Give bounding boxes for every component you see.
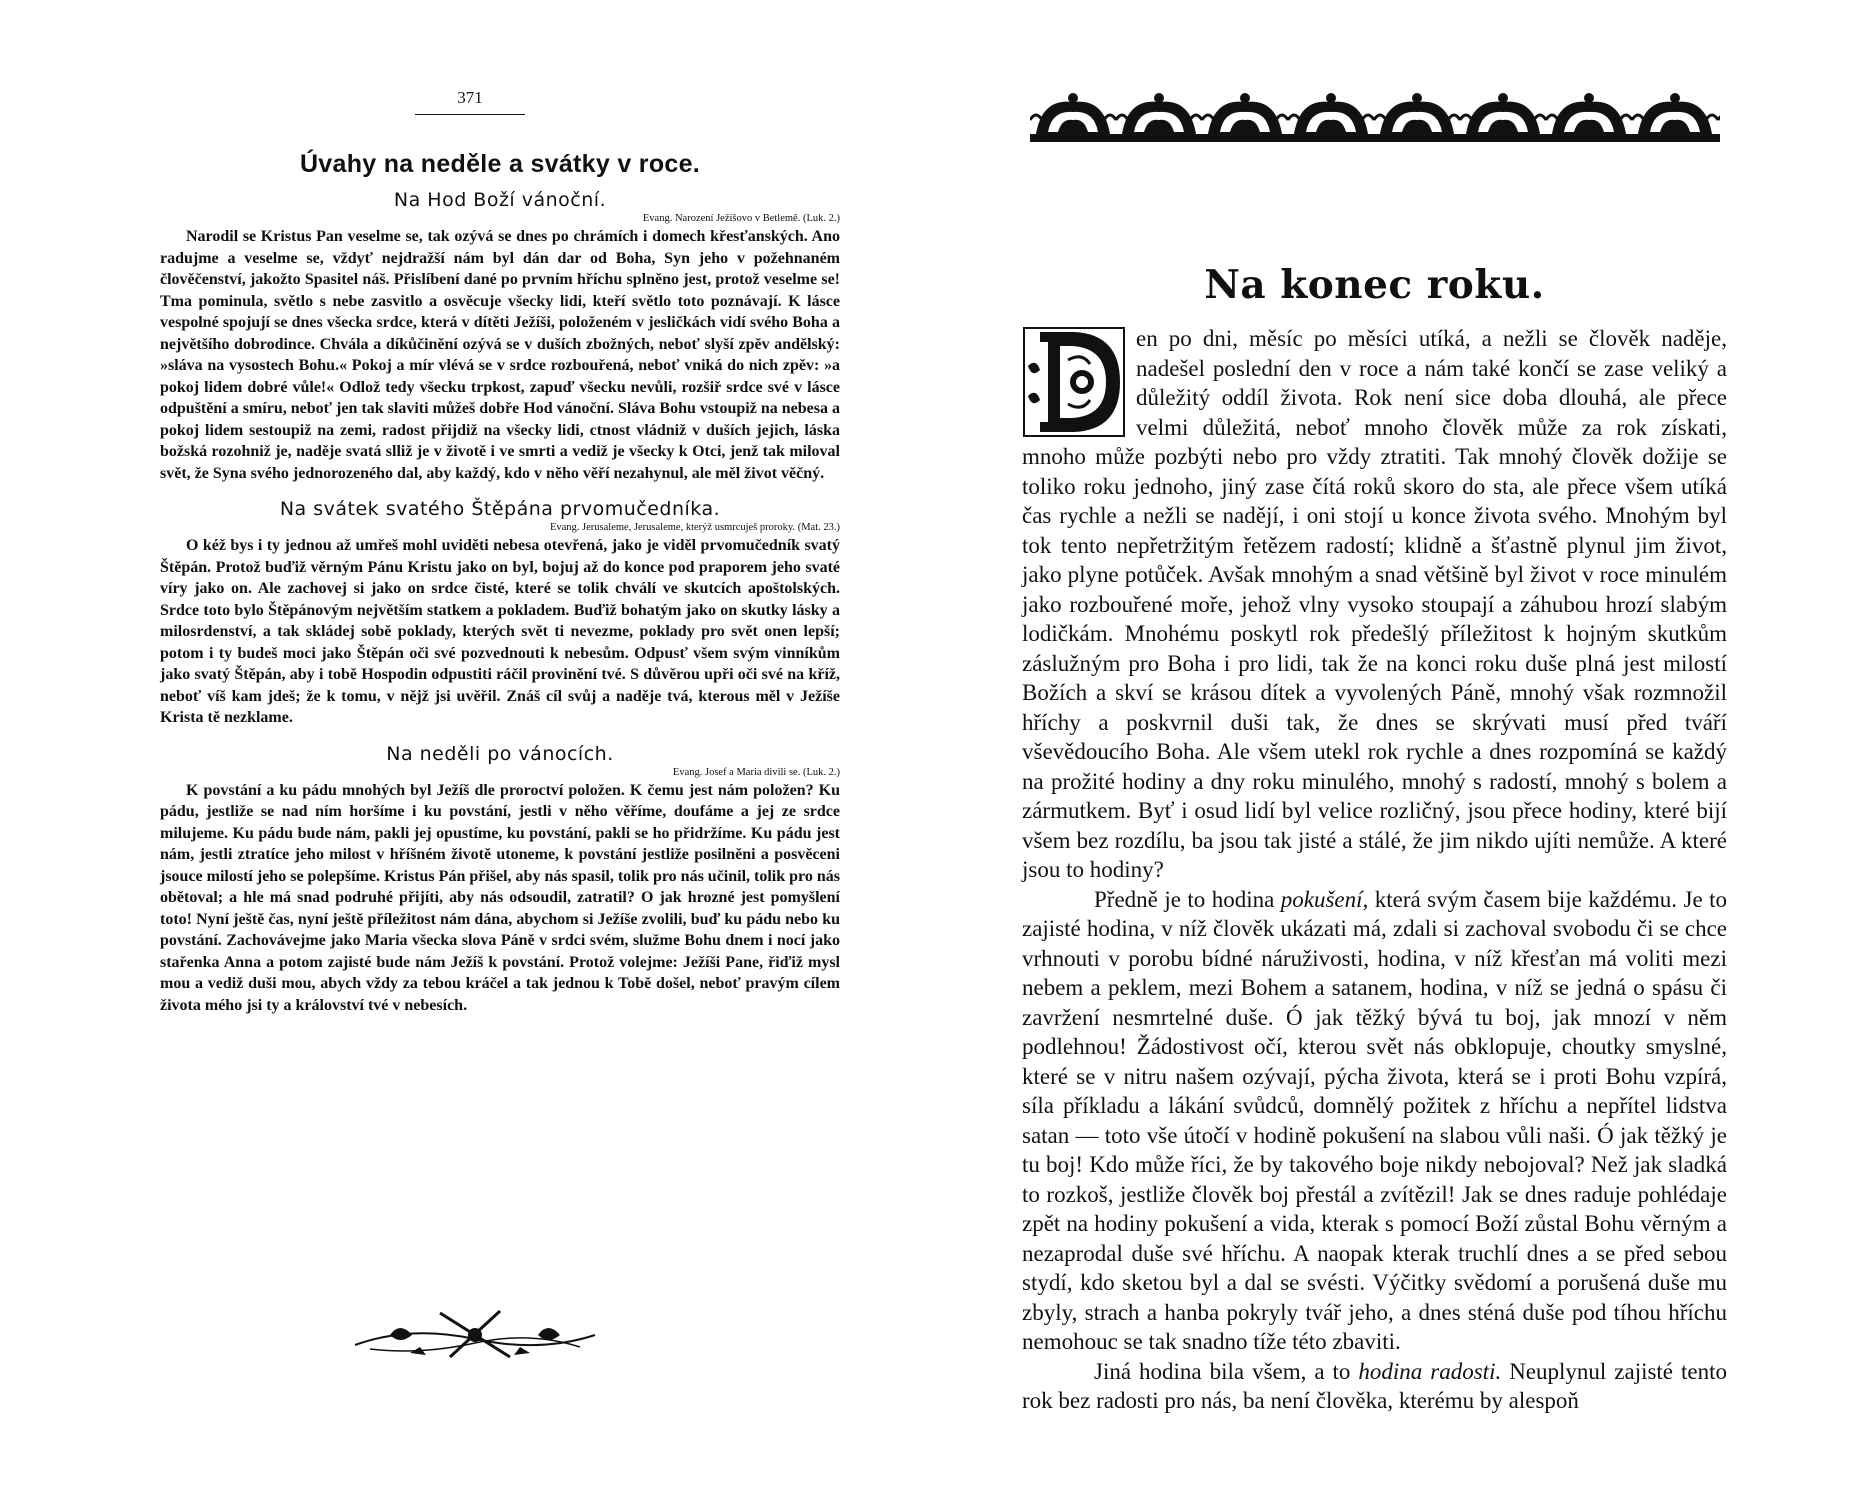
emphasis: hodina radosti. bbox=[1358, 1358, 1502, 1384]
paragraph-text: Jiná hodina bila všem, a to bbox=[1094, 1358, 1359, 1384]
section-title: Na svátek svatého Štěpána prvomučedníka. bbox=[279, 498, 721, 520]
left-column bbox=[160, 150, 840, 1016]
section-title: Na neděli po vánocích. bbox=[386, 742, 614, 765]
paragraph-text: Neuplynul zajisté tento rok bez radosti pro nás, ba není člověka, kterému by alespoň bbox=[1022, 1358, 1727, 1413]
evangelium-reference: Evang. Narození Ježíšovo v Betlemě. (Luk. 2.) bbox=[642, 213, 840, 224]
right-column bbox=[1022, 262, 1727, 1416]
emphasis: pokušení, bbox=[1280, 886, 1369, 912]
section-christmas bbox=[160, 189, 840, 484]
dropcap-letter: D bbox=[1073, 436, 1075, 437]
section-title: Na Hod Boží vánoční. bbox=[393, 189, 607, 211]
paragraph-temptation bbox=[1022, 885, 1727, 1357]
section-body: K povstání a ku pádu mnohých byl Ježíš dle proroctví položen. K čemu jest nám položen? Ku pádu, jestliže se nad ním horšíme i ku povstání, jestli v něho věříme, doufáme a jej ze srdce milujeme. Ku pádu bude nám, pakli jej opustíme, ku povstání, pakli se ho přidržíme. Ku pádu jest nám, jestli ztratíce jeho milost v hříšném životě utoneme, k povstání jestliže posilněni a posvěceni jsouce milostí jeho se polepšíme. Kristus Pán přišel, aby nás spasil, tolik pro nás učinil, tolik pro nás obětoval; a hle má snad podruhé přijíti, aby nás odsoudil, zatratil? O jak hrozné jest pomyšlení toto! Nyní ještě čas, nyní ještě příležitost nám dána, abychom si Ježíše zvolili, buď ku pádu nebo ku povstání. Zachovávejme jako Maria všecka slova Páně v srdci svém, služme Bohu dnem i nocí jako stařenka Anna a potom zajisté bude nám Ježíš k povstání. Protož volejme: Ježíši Pane, řiďiž mysl mou a vediž duši mou, abych vždy za tebou kráčel a tak jednou k Tobě došel, neboť pravým cílem života mého jsi ty a království tvé v nebesích. bbox=[160, 781, 840, 1014]
main-title: Úvahy na neděle a svátky v roce. bbox=[299, 150, 701, 178]
evangelium-reference: Evang. Josef a Maria divili se. (Luk. 2.) bbox=[672, 766, 840, 778]
page-number: 371 bbox=[415, 88, 525, 115]
ornamental-header-border bbox=[1030, 90, 1720, 148]
evangelium-reference: Evang. Jerusaleme, Jerusaleme, kterýž usmrcuješ proroky. (Mat. 23.) bbox=[549, 522, 840, 533]
section-body: Narodil se Kristus Pan veselme se, tak ozývá se dnes po chrámích i domech křesťanských. Ano radujme a veselme se, vždyť nejdražší nám byl dán dar od Boha, Syn jeho v požehnaném člověčenství, jakožto Spasitel náš. Přislíbení dané po prvním hříchu splněno jest, protož veselme se! Tma pominula, světlo s nebe zasvitlo a osvěcuje všecky lidi, kteří světlo toto poznávají. K lásce vespolné spojují se dnes všecka srdce, která v dítěti Ježíši, položeném v jesličkách vidí svého Boha a největšího dobrodince. Chvála a díkůčinění ozývá se v duších zbožných, neboť slyší zpěv andělský: »sláva na vysostech Bohu.« Pokoj a mír vlévá se v srdce rozbouřená, neboť vniká do nich zpěv: »a pokoj lidem dobré vůle!« Odlož tedy všecku trpkost, zapuď všecku nevůli, rozšiř srdce své v lásce odpuštění a smíru, neboť jen tak slaviti můžeš dobře Hod vánoční. Sláva Bohu vstoupiž na nebesa a pokoj lidem sestoupiž na zemi, radost přijdiž na všecky lidi, ctnost vládniž v duších jejich, láska božská rozohniž je, naděje svatá slliž je v životě i ve smrti a vediž je všecky k Otci, jenž tak miloval svět, že Syna svého jednorozeného dal, aby každý, kdo v něho věří nezahynul, ale měl život věčný. bbox=[160, 228, 840, 482]
section-body: O kéž bys i ty jednou až umřeš mohl uviděti nebesa otevřená, jako je viděl prvomučedník svatý Štěpán. Protož buďiž věrným Pánu Kristu jako on byl, bojuj až do konce pod praporem jeho svaté víry jako on. Ale zachovej si jako on srdce čisté, které se tolik chválí ve skutcích apoštolských. Srdce toto bylo Štěpánovým největším statkem a pokladem. Buďiž bohatým jako on skutky lásky a milosrdenství, a tak skládej sobě poklady, kterých svět ti nevezme, poklady pro svět onen lepší; potom i ty budeš moci jako Štěpán oči své pozvednouti k nebesům. Odpusť všem svým vinníkům jako svatý Štěpán, aby i tobě Hospodin odpustiti ráčil provinění tvé. S důvěrou upři oči své na kříž, neboť víš kam jdeš; že k tomu, v nějž jsi uvěřil. Znáš cíl svůj a naděje tvá, kterous měl v Ježíše Krista tě nezklame. bbox=[160, 537, 840, 726]
paragraph-intro bbox=[1022, 324, 1727, 885]
section-sunday-after-christmas bbox=[160, 743, 840, 1017]
article-title: Na konec roku. bbox=[1204, 262, 1545, 308]
section-st-stephen bbox=[160, 498, 840, 729]
paragraph-joy bbox=[1022, 1357, 1727, 1416]
paragraph-text: Předně je to hodina bbox=[1094, 886, 1281, 912]
paragraph-text: která svým časem bije každému. Je to zajisté hodina, v níž člověk ukázati má, zdali si zachoval svobodu či se chce vrhnouti v porobu bídné náruživosti, hodina, v níž křesťan má voliti mezi nebem a peklem, mezi Bohem a satanem, hodina, v níž se jedná o spásu či zavržení nesmrtelné duše. Ó jak těžký bývá tu boj, jak mnozí v něm podlehnou! Žádostivost očí, kterou svět nás obklopuje, choutky smyslné, které se v nitru našem ozývají, pýcha života, která se i proti Bohu vzpírá, síla příkladu a lákání svůdců, domnělý požitek z hříchu a nepřítel lidstva satan — toto vše útočí v hodině pokušení na slabou vůli naši. Ó jak těžký je tu boj! Kdo může říci, že by takového boje nikdy nebojoval? Než jak sladká to rozkoš, jestliže člověk boj přestál a zvítězil! Jak se dnes raduje pohlédaje zpět na hodiny pokušení a vida, kterak s pomocí Boží zůstal Bohu věrným a nezaprodal duše své hříchu. A naopak kterak truchlí dnes a se před sebou stydí, kdo sketou byl a dal se svésti. Výčitky svědomí a porušená duše mu zbyly, strach a hanba pokryly tvář jeho, a dnes sténá duše pod tíhou hříchu nemohouc se tak snadno tíže této zbaviti. bbox=[1022, 886, 1728, 1354]
ornament-vignette bbox=[350, 1305, 600, 1365]
decorated-initial-d bbox=[1022, 326, 1126, 438]
right-page bbox=[930, 0, 1860, 1500]
paragraph-text: en po dni, měsíc po měsíci utíká, a nežli se člověk naděje, nadešel poslední den v roce a nám také končí se zase veliký a důležitý oddíl života. Rok není sice doba dlouhá, ale přece velmi důležitá, neboť mnoho člověk může za rok získati, mnoho může pozbýti nebo pro vždy ztratiti. Tak mnohý člověk dožije se toliko roku jednoho, jiný zase čítá roků skoro do sta, ale přece všem utíká čas rychle a nežli se nadějí, i oni stojí u konce života svého. Mnohým byl tok tento nepřetržitým řetězem radostí; klidně a šťastně plynul jim život, jako plyne potůček. Avšak mnohým a snad většině byl život v roce minulém jako rozbouřené moře, jehož vlny vysoko stoupají a záhubou hrozí slabým lodičkám. Mnohému poskytl rok předešlý příležitost k hojným skutkům záslužným pro Boha i pro lidi, tak že na konci roku duše plná jest milostí Božích a skví se krásou dítek a vyvolených Páně, mnohý však rozmnožil hříchy a poskvrnil duši tak, že dnes se skrývati musí před tváří vševědoucího Boha. Ale všem utekl rok rychle a dnes rozpomíná se každý na prožité hodiny a dny roku minulého, mnohý s radostí, mnohý s bolem a zármutkem. Byť i osud lidí byl velice rozličný, jsou přece hodiny, které bijí všem bez rozdílu, ba jsou tak jisté a stálé, že jim nikdo ujíti nemůže. A které jsou to hodiny? bbox=[1022, 326, 1727, 882]
